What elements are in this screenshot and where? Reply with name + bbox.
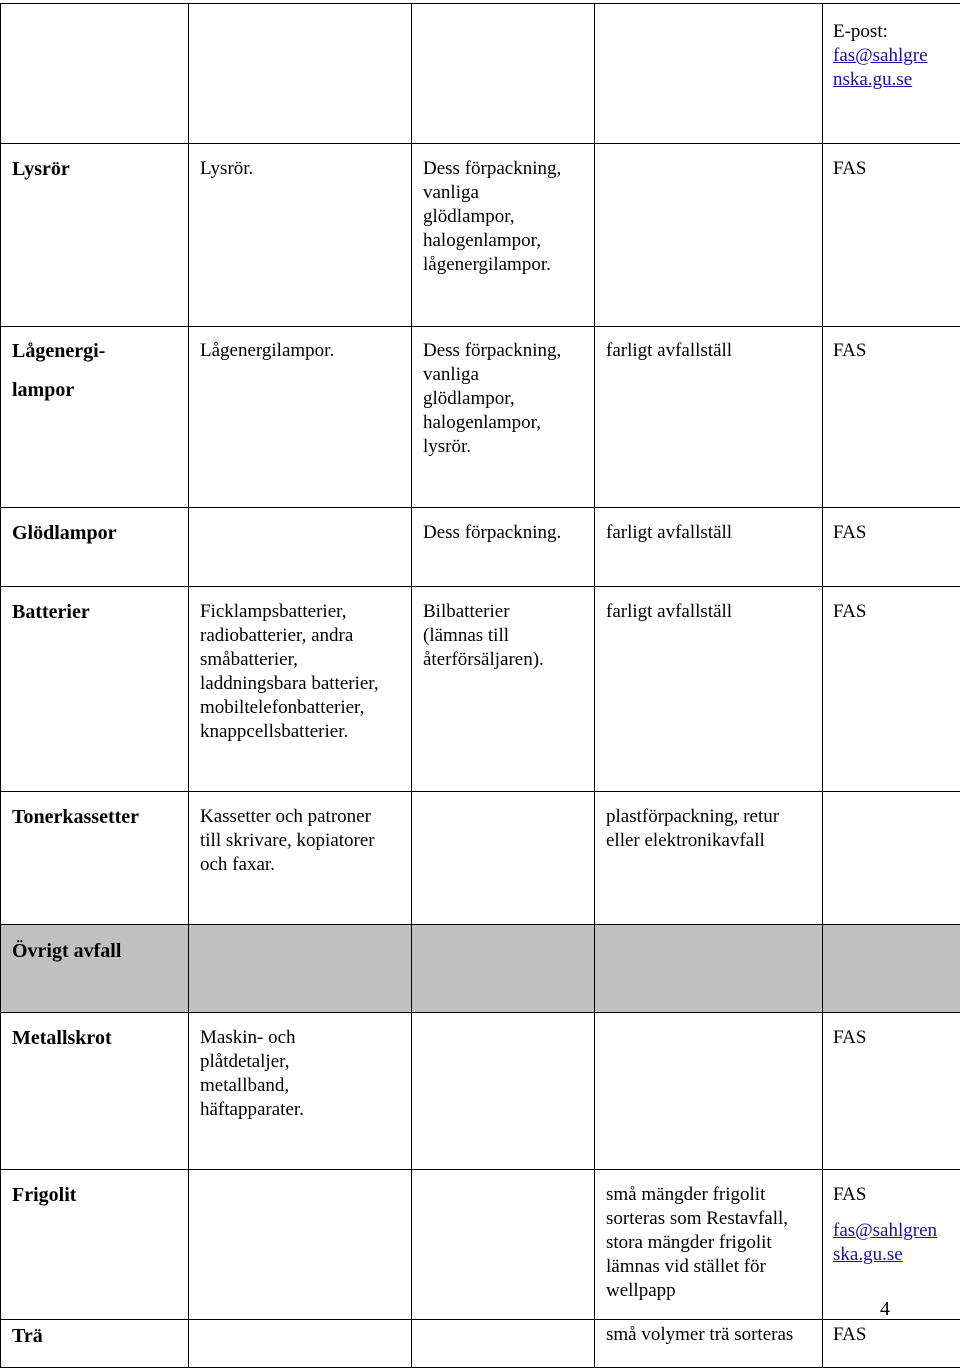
includes-cell xyxy=(189,1320,412,1368)
table-row xyxy=(1,1013,960,1170)
category-cell: Lågenergi- lampor xyxy=(1,327,189,508)
cell-empty xyxy=(189,925,412,1013)
contact-cell: FAS xyxy=(823,1320,960,1368)
contact-cell xyxy=(823,1170,960,1320)
cell-empty xyxy=(823,925,960,1013)
contact-header-cell xyxy=(823,4,960,144)
email-link[interactable]: fas@sahlgre nska.gu.se xyxy=(833,45,928,90)
table-row xyxy=(1,327,960,508)
table-row xyxy=(1,508,960,587)
excludes-cell: Dess förpackning, vanliga glödlampor, halogenlampor, lågenergilampor. xyxy=(412,144,595,327)
excludes-cell xyxy=(412,792,595,925)
container-cell: plastförpackning, retur eller elektronikavfall xyxy=(595,792,823,925)
includes-cell: Ficklampsbatterier, radiobatterier, andra småbatterier, laddningsbara batterier, mobiltelefonbatterier, knappcellsbatterier. xyxy=(189,587,412,792)
cell-empty xyxy=(189,4,412,144)
waste-sorting-table xyxy=(0,3,960,1368)
email-link[interactable]: fas@sahlgren ska.gu.se xyxy=(833,1220,937,1265)
table-row xyxy=(1,587,960,792)
category-cell: Frigolit xyxy=(1,1170,189,1320)
email-label: E-post: xyxy=(833,21,888,42)
table-row-header xyxy=(1,4,960,144)
includes-cell: Kassetter och patroner till skrivare, kopiatorer och faxar. xyxy=(189,792,412,925)
includes-cell: Lågenergilampor. xyxy=(189,327,412,508)
page-number: 4 xyxy=(880,1298,890,1321)
category-cell: Glödlampor xyxy=(1,508,189,587)
excludes-cell: Bilbatterier (lämnas till återförsäljaren). xyxy=(412,587,595,792)
table-row xyxy=(1,792,960,925)
category-cell: Lysrör xyxy=(1,144,189,327)
includes-cell xyxy=(189,1170,412,1320)
table-row xyxy=(1,1320,960,1368)
container-cell xyxy=(595,1013,823,1170)
container-cell: farligt avfallställ xyxy=(595,327,823,508)
category-cell: Metallskrot xyxy=(1,1013,189,1170)
contact-cell: FAS xyxy=(823,1013,960,1170)
excludes-cell xyxy=(412,1013,595,1170)
contact-cell: FAS xyxy=(823,144,960,327)
contact-cell: FAS xyxy=(823,508,960,587)
cell-empty xyxy=(595,4,823,144)
container-cell xyxy=(595,144,823,327)
container-cell: farligt avfallställ xyxy=(595,587,823,792)
section-header-row xyxy=(1,925,960,1013)
includes-cell: Lysrör. xyxy=(189,144,412,327)
excludes-cell xyxy=(412,1170,595,1320)
category-cell: Tonerkassetter xyxy=(1,792,189,925)
cell-empty xyxy=(412,925,595,1013)
includes-cell xyxy=(189,508,412,587)
contact-cell: FAS xyxy=(823,587,960,792)
table-row xyxy=(1,144,960,327)
contact-cell: FAS xyxy=(823,327,960,508)
cell-empty xyxy=(1,4,189,144)
container-cell: små mängder frigolit sorteras som Restavfall, stora mängder frigolit lämnas vid stället för wellpapp xyxy=(595,1170,823,1320)
table-row xyxy=(1,1170,960,1320)
excludes-cell: Dess förpackning, vanliga glödlampor, halogenlampor, lysrör. xyxy=(412,327,595,508)
category-cell: Batterier xyxy=(1,587,189,792)
excludes-cell xyxy=(412,1320,595,1368)
contact-cell xyxy=(823,792,960,925)
container-cell: små volymer trä sorteras xyxy=(595,1320,823,1368)
container-cell: farligt avfallställ xyxy=(595,508,823,587)
excludes-cell: Dess förpackning. xyxy=(412,508,595,587)
section-title: Övrigt avfall xyxy=(1,925,189,1013)
cell-empty xyxy=(412,4,595,144)
category-cell: Trä xyxy=(1,1320,189,1368)
cell-empty xyxy=(595,925,823,1013)
contact-text: FAS xyxy=(833,1184,866,1205)
includes-cell: Maskin- och plåtdetaljer, metallband, häftapparater. xyxy=(189,1013,412,1170)
